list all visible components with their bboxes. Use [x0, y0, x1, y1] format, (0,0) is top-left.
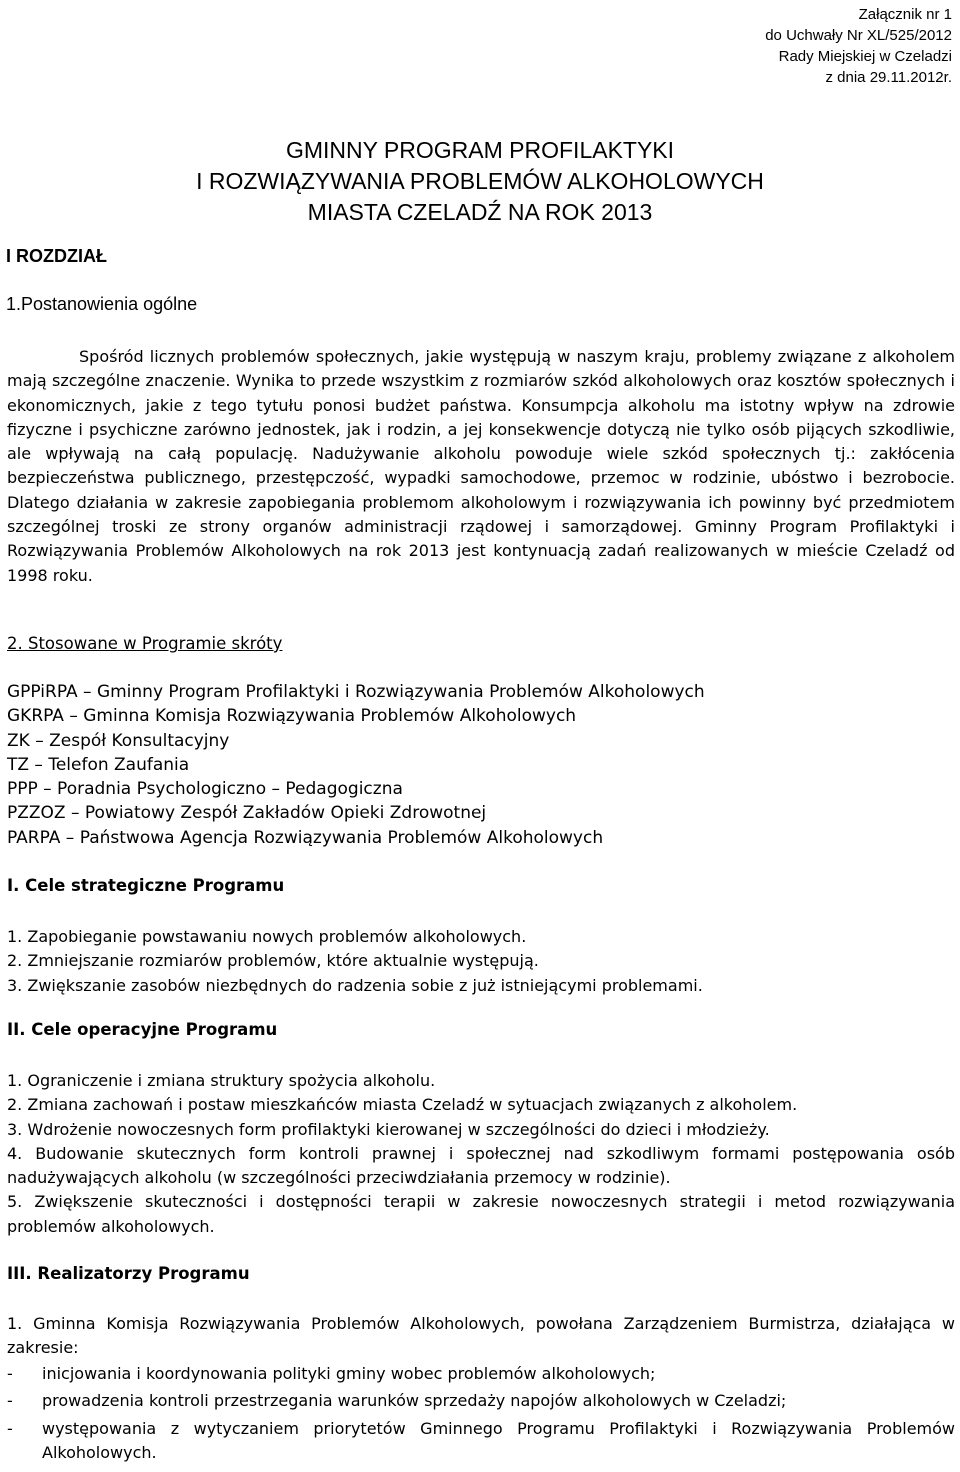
abbreviation-item: GPPiRPA – Gminny Program Profilaktyki i Rozwiązywania Problemów Alkoholowych	[7, 682, 705, 702]
dash-list-item	[7, 1417, 955, 1465]
operational-goals-heading: II. Cele operacyjne Programu	[7, 1020, 278, 1039]
strategic-goals-list	[7, 925, 955, 998]
dash-marker: -	[7, 1391, 13, 1410]
section1-heading: 1.Postanowienia ogólne	[6, 294, 198, 314]
abbreviation-item: GKRPA – Gminna Komisja Rozwiązywania Problemów Alkoholowych	[7, 706, 577, 727]
operational-goals-list	[7, 1069, 955, 1239]
dash-list-item	[7, 1389, 955, 1413]
document-title	[0, 135, 960, 228]
implementers-heading: III. Realizatorzy Programu	[7, 1264, 250, 1283]
implementers-item-1	[7, 1312, 955, 1361]
attachment-line: Załącznik nr 1	[858, 6, 952, 23]
strategic-goals-heading: I. Cele strategiczne Programu	[7, 876, 285, 895]
list-item: 3. Zwiększanie zasobów niezbędnych do radzenia sobie z już istniejącymi problemami.	[7, 975, 703, 995]
abbreviation-item: ZK – Zespół Konsultacyjny	[7, 730, 230, 751]
attachment-line: do Uchwały Nr XL/525/2012	[765, 27, 952, 44]
abbreviation-item: PZZOZ – Powiatowy Zespół Zakładów Opieki Zdrowotnej	[7, 803, 487, 824]
dash-item-text: inicjowania i koordynowania polityki gminy wobec problemów alkoholowych;	[42, 1364, 656, 1383]
list-item: 5. Zwiększenie skuteczności i dostępności terapii w zakresie nowoczesnych strategii i metod rozwiązywania problemów alkoholowych.	[7, 1192, 955, 1236]
title-line: GMINNY PROGRAM PROFILAKTYKI	[285, 137, 675, 163]
dash-item-text: występowania z wytyczaniem priorytetów Gminnego Programu Profilaktyki i Rozwiązywania Problemów Alkoholowych.	[42, 1419, 955, 1462]
list-item: 2. Zmiana zachowań i postaw mieszkańców miasta Czeladź w sytuacjach związanych z alkoholem.	[7, 1095, 798, 1115]
dash-marker: -	[7, 1364, 13, 1383]
list-item: 3. Wdrożenie nowoczesnych form profilaktyki kierowanej w szczególności do dzieci i młodzieży.	[7, 1119, 770, 1139]
section2-heading: 2. Stosowane w Programie skróty	[7, 634, 283, 653]
list-item: 4. Budowanie skutecznych form kontroli prawnej i społecznej nad szkodliwym formami postępowania osób nadużywających alkoholu (w szczególności przeciwdziałania przemocy w rodzinie).	[7, 1143, 955, 1188]
dash-marker: -	[7, 1419, 13, 1438]
abbreviation-item: PPP – Poradnia Psychologiczno – Pedagogiczna	[7, 779, 403, 800]
chapter-heading: I ROZDZIAŁ	[6, 246, 107, 266]
list-item: 1. Gminna Komisja Rozwiązywania Problemów Alkoholowych, powołana Zarządzeniem Burmistrza, działająca w zakresie:	[7, 1314, 955, 1358]
attachment-line: z dnia 29.11.2012r.	[825, 69, 952, 86]
title-line: MIASTA CZELADŹ NA ROK 2013	[307, 199, 653, 225]
list-item: 1. Ograniczenie i zmiana struktury spożycia alkoholu.	[7, 1071, 436, 1090]
attachment-line: Rady Miejskiej w Czeladzi	[778, 48, 952, 65]
intro-paragraph: Spośród licznych problemów społecznych, jakie występują w naszym kraju, problemy związane z alkoholem mają szczególne znaczenie. Wynika to przede wszystkim z rozmiarów szkód alkoholowych oraz kosztów społecznych i ekonomicznych, jakie z tego tytułu ponosi budżet państwa. Konsumpcja alkoholu ma istotny wpływ na zdrowie fizyczne i psychiczne zarówno jednostek, jak i rodzin, a jej konsekwencje dotyczą nie tylko osób pijących szkodliwie, ale wpływają na całą populację. Nadużywanie alkoholu powoduje wiele szkód społecznych tj.: zakłócenia bezpieczeństwa publicznego, przestępczość, wypadki samochodowe, przemoc w rodzinie, ubóstwo i bezrobocie. Dlatego działania w zakresie zapobiegania problemom alkoholowym i rozwiązywania ich powinny być przedmiotem szczególnej troski ze strony organów administracji rządowej i samorządowej. Gminny Program Profilaktyki i Rozwiązywania Problemów Alkoholowych na rok 2013 jest kontynuacją zadań realizowanych w mieście Czeladź od 1998 roku.	[7, 347, 955, 585]
abbreviation-item: TZ – Telefon Zaufania	[7, 754, 190, 775]
abbreviation-item: PARPA – Państwowa Agencja Rozwiązywania Problemów Alkoholowych	[7, 827, 604, 848]
list-item: 1. Zapobieganie powstawaniu nowych problemów alkoholowych.	[7, 927, 527, 946]
list-item: 2. Zmniejszanie rozmiarów problemów, które aktualnie występują.	[7, 951, 539, 971]
dash-item-text: prowadzenia kontroli przestrzegania warunków sprzedaży napojów alkoholowych w Czeladzi;	[42, 1391, 787, 1410]
implementers-dash-list	[7, 1362, 955, 1465]
attachment-note	[765, 4, 952, 88]
dash-list-item	[7, 1362, 955, 1386]
abbreviation-list	[7, 680, 705, 850]
title-line: I ROZWIĄZYWANIA PROBLEMÓW ALKOHOLOWYCH	[196, 168, 764, 194]
